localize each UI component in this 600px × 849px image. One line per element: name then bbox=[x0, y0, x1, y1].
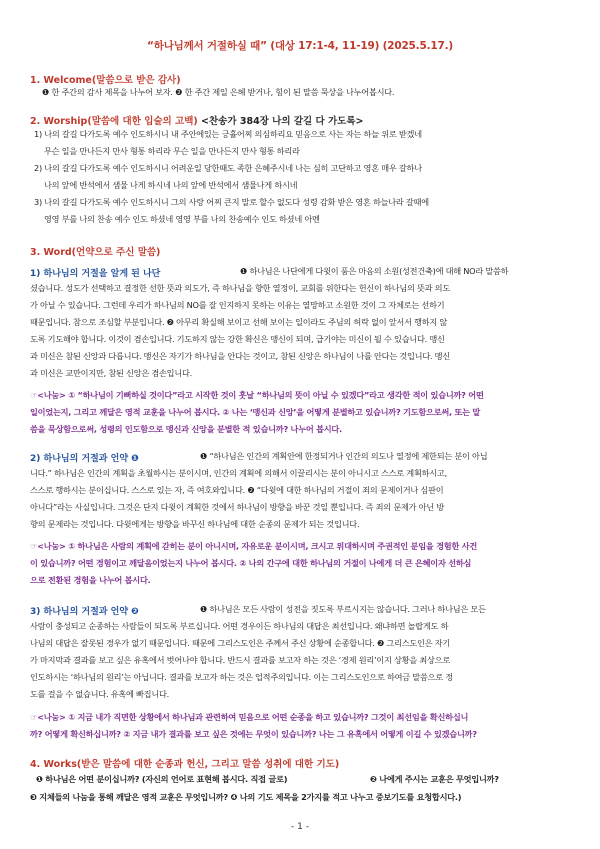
hymn-line-6: 영영 부를 나의 찬송 예수 인도 하셨네 영영 부를 나의 찬송예수 인도 하셨네 아멘 bbox=[44, 214, 320, 224]
part3-heading: 3) 하나님의 거절과 언약 ❷ bbox=[30, 607, 139, 617]
part3-share-1: ☞<나눔> ① 지금 내가 직면한 상황에서 하나님과 관련하여 믿음으로 어떤 순종을 하고 있습니까? 그것이 최선임을 확신하십니 bbox=[30, 712, 469, 722]
part2-heading: 2) 하나님의 거절과 언약 ❶ bbox=[30, 454, 139, 464]
hymn-line-2: 무슨 일을 만나든지 만사 형통 하리라 무슨 일을 만나든지 만사 형통 하리라 bbox=[44, 146, 300, 156]
hymn-line-5: 3) 나의 갈길 다가도록 예수 인도하시니 그의 사랑 어찌 큰지 말로 할수 없도다 성령 감화 받은 영혼 하늘나라 갈때에 bbox=[34, 197, 429, 207]
part2-share-2: 이 있습니까? 어떤 경험이고 깨달음이었는지 나누어 봅시다. ② 나의 간구에 대한 하나님의 거절이 나에게 더 큰 은혜이자 선하심 bbox=[30, 558, 472, 568]
works-heading: 4. Works(받은 말씀에 대한 순종과 헌신, 그리고 말씀 성취에 대한 기도) bbox=[30, 759, 340, 770]
part1-share-3: 씀을 묵상함으로써, 성령의 인도함으로 맹신과 신앙을 분별한 적 있습니까? 나누어 봅시다. bbox=[30, 424, 342, 434]
part1-share-2: 일이었는지, 그리고 깨달은 영적 교훈을 나누어 봅시다. ② 나는 ‘맹신과 신앙’을 어떻게 분별하고 있습니까? 기도함으로써, 또는 말 bbox=[30, 407, 481, 417]
works-question-3-4: ❸ 지체들의 나눔을 통해 깨달은 영적 교훈은 무엇입니까? ❹ 나의 기도 제목을 2가지를 적고 나누고 중보기도를 요청합시다.) bbox=[30, 792, 462, 802]
worship-heading-label: 2. Worship(말씀에 대한 입술의 고백) bbox=[30, 116, 198, 127]
part3-share-2: 까? 어떻게 확신하십니까? ② 지금 내가 결과를 보고 싶은 것에는 무엇이 있습니까? 나는 그 유혹에서 어떻게 이길 수 있겠습니까? bbox=[30, 729, 477, 739]
welcome-heading: 1. Welcome(말씀으로 받은 감사) bbox=[30, 75, 181, 86]
part3-line-4: 가 마지막과 결과를 보고 싶은 유혹에서 벗어나야 합니다. 반드시 결과를 보고자 하는 것은 ‘경제 원리’이지 상황을 최상으로 bbox=[30, 655, 450, 665]
part2-share-3: 으로 전환된 경험을 나누어 봅시다. bbox=[30, 575, 151, 585]
part2-line-2: 니다.” 하나님은 인간의 계획을 초월하시는 분이시며, 인간의 계획에 의해서 이끌리시는 분이 아니시고 스스로 계획하시고, bbox=[30, 468, 447, 478]
document-title: “하나님께서 거절하실 때” (대상 17:1-4, 11-19) (2025.5.17.) bbox=[147, 40, 453, 52]
part2-share-1: ☞<나눔> ① 하나님은 사람의 계획에 갇히는 분이 아니시며, 자유로운 분이시며, 크시고 위대하시며 주권적인 분임을 경험한 사건 bbox=[30, 541, 478, 551]
welcome-line: ❶ 한 주간의 감사 제목을 나누어 보자. ❷ 한 주간 제일 은혜 받거나, 힘이 된 말씀 묵상을 나누어봅시다. bbox=[42, 87, 395, 97]
part1-share-1: ☞<나눔> ① “하나님이 기뻐하실 것이다”라고 시작한 것이 훗날 “하나님의 뜻이 아닐 수 있겠다”라고 생각한 적이 있습니까? 어떤 bbox=[30, 390, 484, 400]
part1-line-5: 도록 기도해야 합니다. 이것이 겸손입니다. 기도하지 않는 강한 확신은 맹신이 되며, 급기야는 미신이 될 수 있습니다. 맹신 bbox=[30, 334, 445, 344]
part2-line-5: 향의 문제라는 것입니다. 다윗에게는 방향을 바꾸신 하나님에 대한 순종의 문제가 되는 것입니다. bbox=[30, 519, 360, 529]
part3-line-1: ❶ 하나님은 모든 사람이 성전을 짓도록 부르시지는 않습니다. 그러나 하나님은 모든 bbox=[200, 604, 486, 614]
worship-heading bbox=[30, 113, 363, 127]
part2-line-1: ❶ “하나님은 인간의 계획안에 한정되거나 인간의 의도나 열정에 제한되는 분이 아닙 bbox=[200, 451, 488, 461]
part1-line-7: 과 미신은 교만이지만, 참된 신앙은 겸손입니다. bbox=[30, 368, 192, 378]
part3-line-3: 나님의 대답은 잘못된 경우가 없기 때문입니다. 때문에 그리스도인은 주께서 주신 상황에 순종합니다. ❷ 그리스도인은 자기 bbox=[30, 638, 451, 648]
page-number: - 1 - bbox=[291, 822, 309, 832]
hymn-line-1: 1) 나의 갈길 다가도록 예수 인도하시니 내 주안에있는 긍휼어찌 의심하리요 믿음으로 사는 자는 하늘 위로 받겠네 bbox=[34, 129, 422, 139]
hymn-line-4: 나의 앞에 반석에서 샘물 나게 하시네 나의 앞에 반석에서 샘물나게 하시네 bbox=[44, 180, 298, 190]
part1-line-4: 때문입니다. 참으로 조심할 부분입니다. ❷ 아무리 확실해 보이고 선해 보이는 일이라도 주님의 허락 없이 앞서서 행하지 않 bbox=[30, 317, 448, 327]
hymn-line-3: 2) 나의 갈길 다가도록 예수 인도하시니 어려운일 당한때도 족한 은혜주시네 나는 심히 고단하고 영혼 매우 갈하나 bbox=[34, 163, 422, 173]
part2-line-3: 스스로 행하시는 분이십니다. 스스로 있는 자, 즉 여호와입니다. ❷ “다윗에 대한 하나님의 거절이 죄의 문제이거나 심판이 bbox=[30, 485, 444, 495]
part1-line-2: 셨습니다. 성도가 선택하고 결정한 선한 뜻과 의도가, 즉 하나님을 향한 열정이, 교회를 위한다는 헌신이 하나님의 뜻과 의도 bbox=[30, 283, 450, 293]
works-question-2: ❷ 나에게 주시는 교훈은 무엇입니까? bbox=[370, 774, 499, 784]
part1-line-3: 가 아닐 수 있습니다. 그런데 우리가 하나님의 NO를 잘 인지하지 못하는 이유는 열망하고 소원한 것이 그 자체로는 선하기 bbox=[30, 300, 445, 310]
worship-hymn-title: <찬송가 384장 나의 갈길 다 가도록> bbox=[201, 116, 364, 127]
part2-line-4: 아니다”라는 사실입니다. 그것은 단지 다윗이 계획한 것에서 하나님이 방향을 바꾼 것일 뿐입니다. 즉 죄의 문제가 아닌 방 bbox=[30, 502, 444, 512]
part3-line-2: 사람이 충성되고 순종하는 사람들이 되도록 부르십니다. 어떤 경우이든 하나님의 대답은 최선입니다. 왜냐하면 놀랍게도 하 bbox=[30, 621, 449, 631]
part3-line-6: 도를 걸을 수 없습니다. 유혹에 빠집니다. bbox=[30, 689, 170, 699]
part3-line-5: 인도하시는 ‘하나님의 원리’는 아닙니다. 결과를 보고자 하는 것은 업적주의입니다. 이는 그리스도인으로 하여금 말씀으로 정 bbox=[30, 672, 453, 682]
word-heading: 3. Word(언약으로 주신 말씀) bbox=[30, 247, 161, 258]
works-question-1: ❶ 하나님은 어떤 분이십니까? (자신의 언어로 표현해 봅시다. 직접 글로) bbox=[36, 774, 288, 784]
part1-heading: 1) 하나님의 거절을 알게 된 나단 bbox=[30, 269, 161, 279]
part1-line-1: ❶ 하나님은 나단에게 다윗이 품은 마음의 소원(성전건축)에 대해 NO라 말씀하 bbox=[240, 266, 509, 276]
part1-line-6: 과 미신은 참된 신앙과 다릅니다. 맹신은 자기가 하나님을 안다는 것이고, 참된 신앙은 하나님이 나를 안다는 것입니다. 맹신 bbox=[30, 351, 450, 361]
